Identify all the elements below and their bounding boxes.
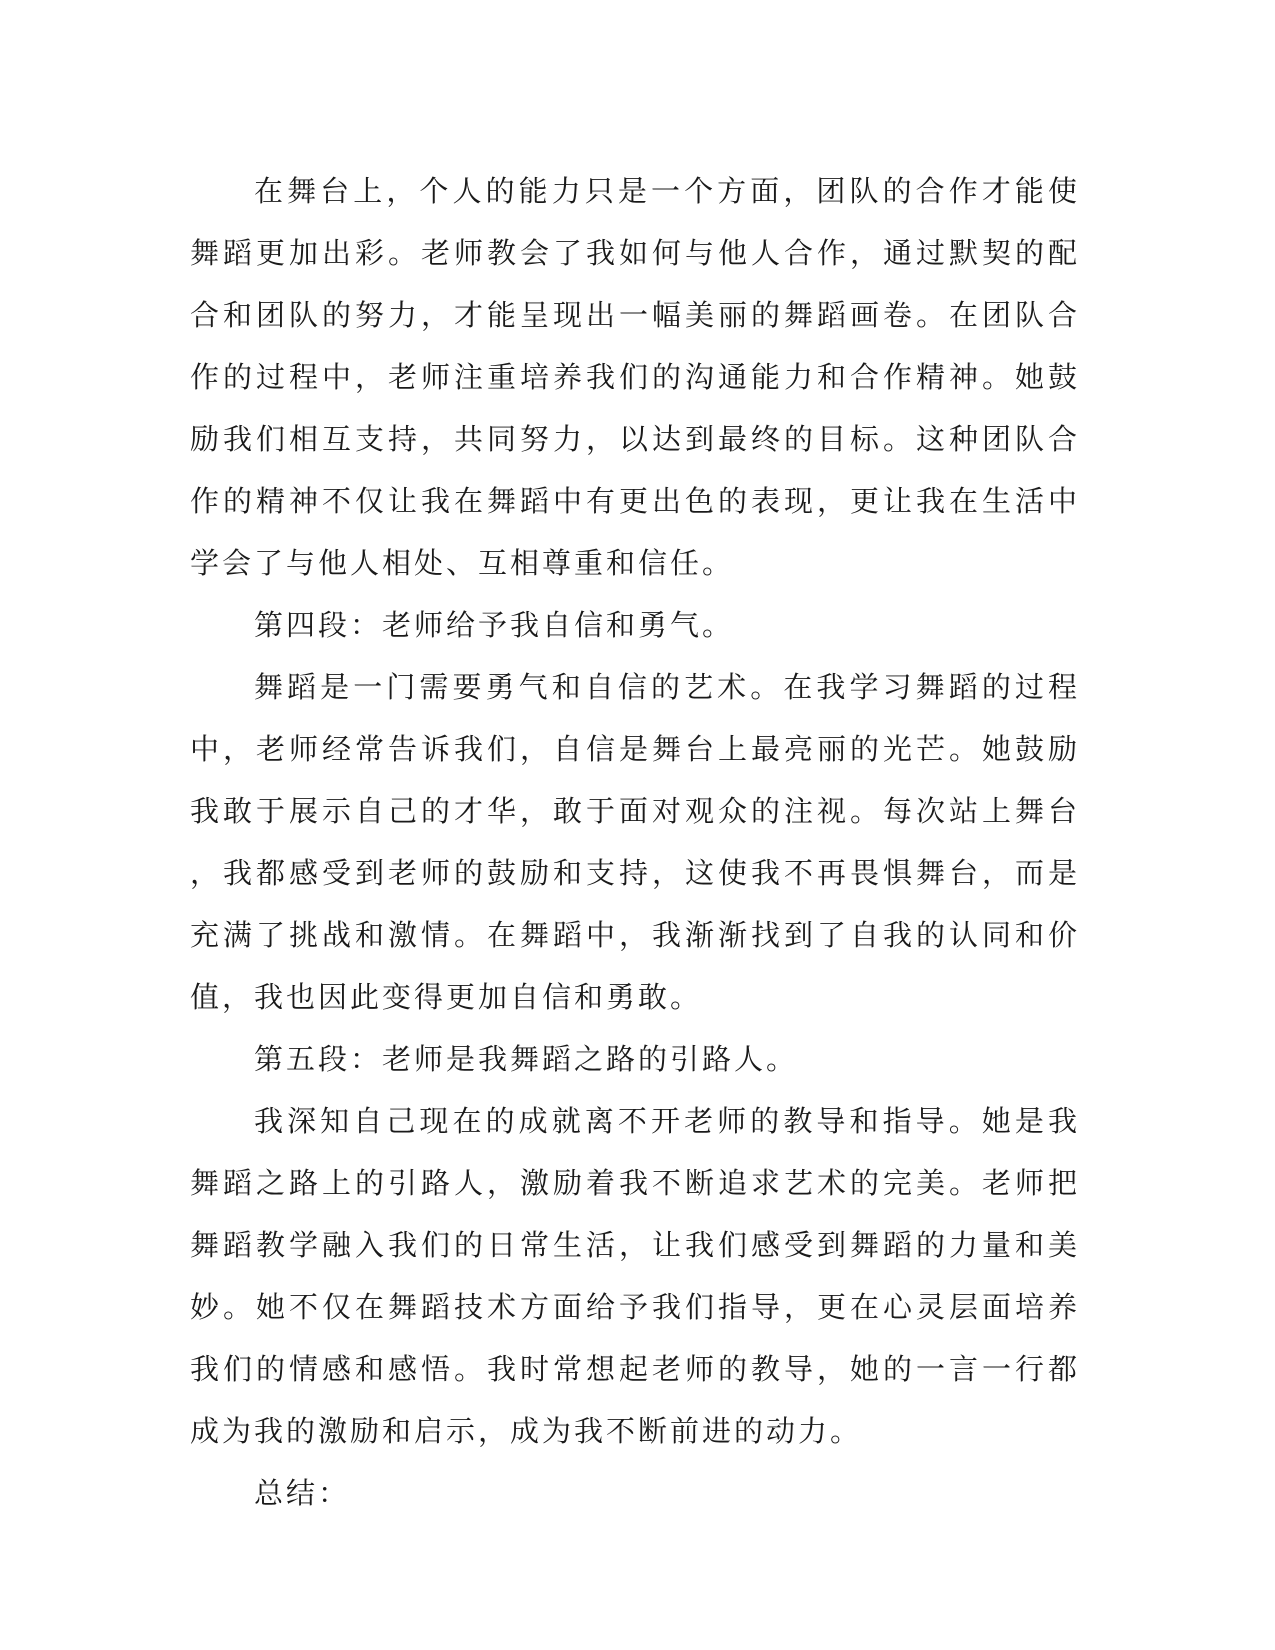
paragraph-guide: 我深知自己现在的成就离不开老师的教导和指导。她是我舞蹈之路上的引路人，激励着我不断追求艺术的完美。老师把舞蹈教学融入我们的日常生活，让我们感受到舞蹈的力量和美妙。她不仅在舞蹈技术方面给予我们指导，更在心灵层面培养我们的情感和感悟。我时常想起老师的教导，她的一言一行都成为我的激励和启示，成为我不断前进的动力。 [190,1104,1080,1448]
summary-heading: 总结： [254,1476,351,1510]
body-text [190,160,1080,1524]
section-heading-five: 第五段：老师是我舞蹈之路的引路人。 [254,1042,799,1076]
paragraph-confidence: 舞蹈是一门需要勇气和自信的艺术。在我学习舞蹈的过程中，老师经常告诉我们，自信是舞台上最亮丽的光芒。她鼓励我敢于展示自己的才华，敢于面对观众的注视。每次站上舞台，我都感受到老师的鼓励和支持，这使我不再畏惧舞台，而是充满了挑战和激情。在舞蹈中，我渐渐找到了自我的认同和价值，我也因此变得更加自信和勇敢。 [190,670,1080,1014]
section-heading-four: 第四段：老师给予我自信和勇气。 [254,608,735,642]
paragraph-teamwork: 在舞台上，个人的能力只是一个方面，团队的合作才能使舞蹈更加出彩。老师教会了我如何与他人合作，通过默契的配合和团队的努力，才能呈现出一幅美丽的舞蹈画卷。在团队合作的过程中，老师注重培养我们的沟通能力和合作精神。她鼓励我们相互支持，共同努力，以达到最终的目标。这种团队合作的精神不仅让我在舞蹈中有更出色的表现，更让我在生活中学会了与他人相处、互相尊重和信任。 [190,174,1080,580]
